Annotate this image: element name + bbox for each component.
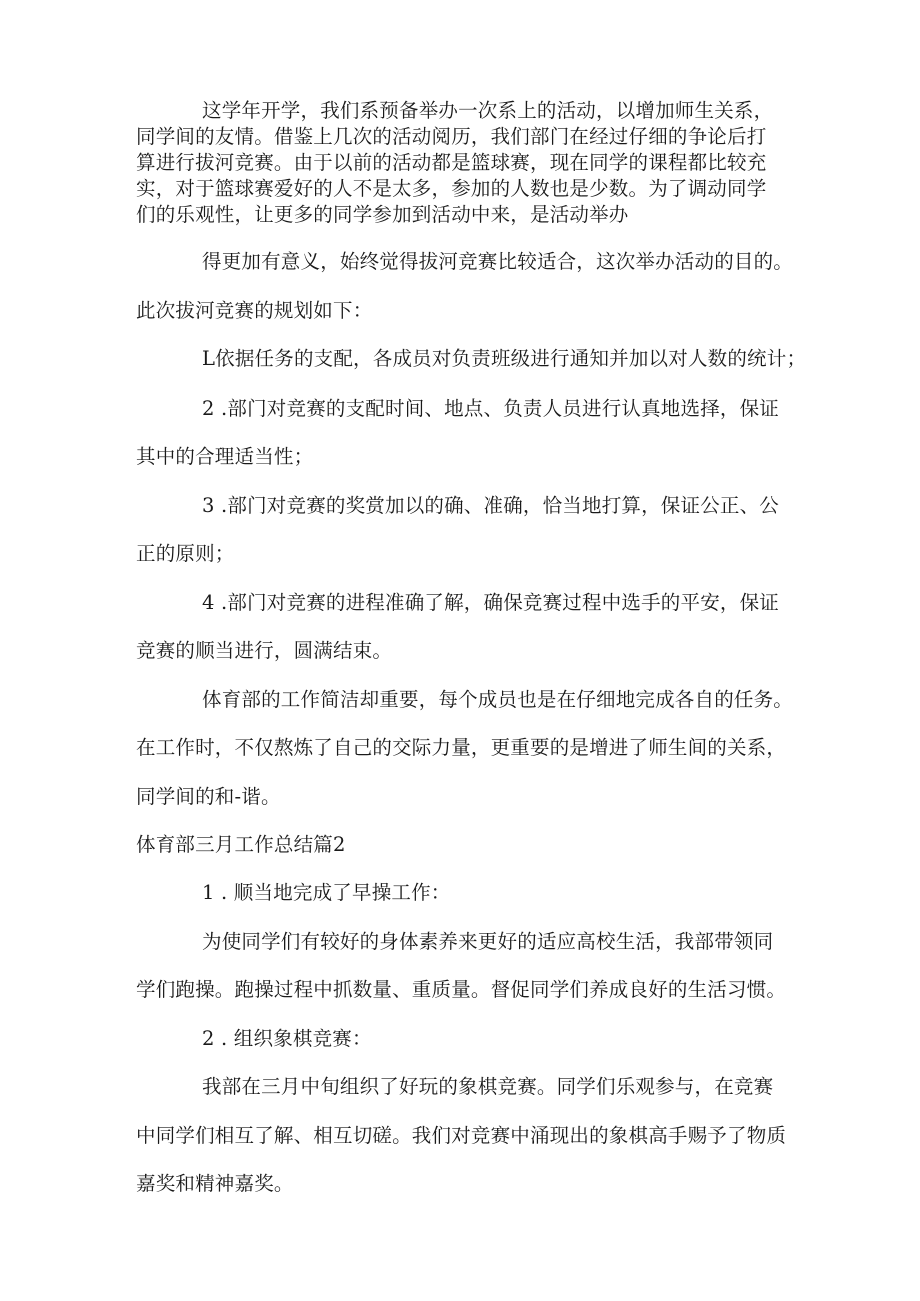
- intro-line-3: 算进行拔河竞赛。由于以前的活动都是篮球赛，现在同学的课程都比较充: [136, 151, 767, 174]
- plan-item-1: L依据任务的支配，各成员对负责班级进行通知并加以对人数的统计；: [202, 347, 807, 370]
- section-item-2-body-3: 嘉奖和精神嘉奖。: [136, 1172, 294, 1195]
- plan-item-3-line-2: 正的原则；: [136, 542, 235, 565]
- plan-item-2-line-2: 其中的合理适当性；: [136, 445, 314, 468]
- section-item-1-heading: 1 . 顺当地完成了早操工作：: [202, 881, 451, 904]
- summary-line-3: 同学间的和-谐。: [136, 785, 281, 808]
- section-item-1-body-2: 学们跑操。跑操过程中抓数量、重质量。督促同学们养成良好的生活习惯。: [136, 978, 787, 1001]
- plan-item-4-line-1: 4 .部门对竞赛的进程准确了解，确保竞赛过程中选手的平安，保证: [202, 591, 780, 614]
- section-title: 体育部三月工作总结篇2: [136, 833, 346, 856]
- section-item-1-body-1: 为使同学们有较好的身体素养来更好的适应高校生活，我部带领同: [202, 930, 774, 953]
- plan-item-4-line-2: 竞赛的顺当进行，圆满结束。: [136, 639, 393, 662]
- plan-item-3-line-1: 3 .部门对竞赛的奖赏加以的确、准确，恰当地打算，保证公正、公: [202, 494, 780, 517]
- intro-line-2: 同学间的友情。借鉴上几次的活动阅历，我们部门在经过仔细的争论后打: [136, 125, 767, 148]
- plan-item-2-line-1: 2 .部门对竞赛的支配时间、地点、负责人员进行认真地选择，保证: [202, 397, 780, 420]
- plan-heading: 此次拔河竞赛的规划如下：: [136, 299, 373, 322]
- section-item-2-body-2: 中同学们相互了解、相互切磋。我们对竞赛中涌现出的象棋高手赐予了物质: [136, 1124, 787, 1147]
- intro-line-4: 实，对于篮球赛爱好的人不是太多，参加的人数也是少数。为了调动同学: [136, 177, 767, 200]
- section-item-2-heading: 2 . 组织象棋竞赛：: [202, 1027, 372, 1050]
- intro-line-1: 这学年开学，我们系预备举办一次系上的活动，以增加师生关系，: [202, 99, 774, 122]
- intro-line-5: 们的乐观性，让更多的同学参加到活动中来，是活动举办: [136, 203, 629, 226]
- section-item-2-body-1: 我部在三月中旬组织了好玩的象棋竞赛。同学们乐观参与，在竞赛: [202, 1075, 774, 1098]
- purpose-line: 得更加有意义，始终觉得拔河竞赛比较适合，这次举办活动的目的。: [202, 250, 794, 273]
- summary-line-1: 体育部的工作简洁却重要，每个成员也是在仔细地完成各自的任务。: [202, 688, 794, 711]
- summary-line-2: 在工作时，不仅熬炼了自己的交际力量，更重要的是增进了师生间的关系，: [136, 736, 787, 759]
